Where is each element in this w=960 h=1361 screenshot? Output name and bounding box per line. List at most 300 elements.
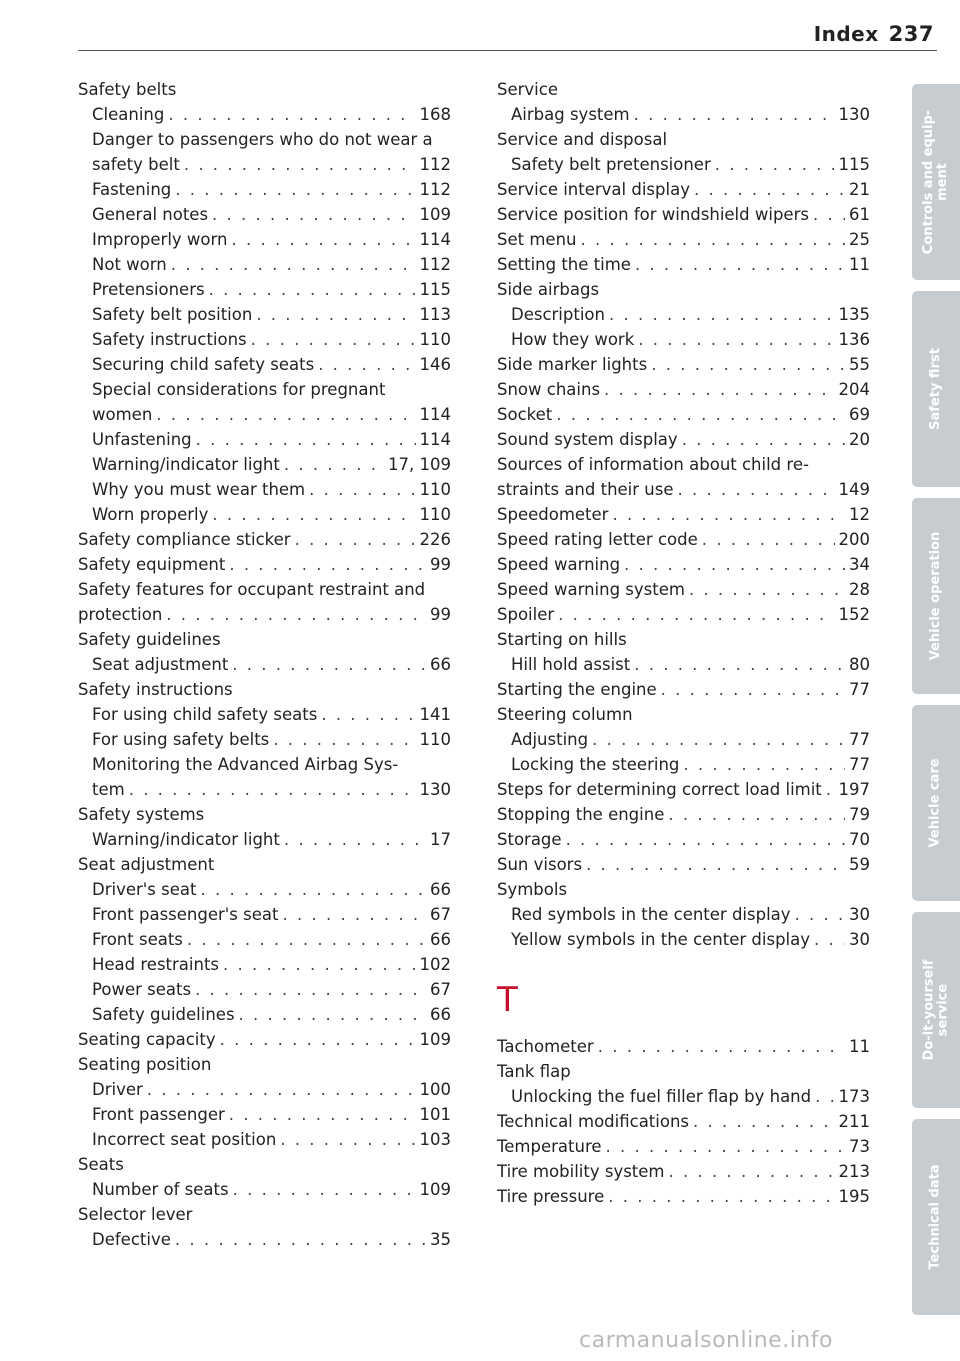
page-ref: 114 bbox=[419, 230, 451, 249]
entry-term: Spoiler bbox=[497, 605, 555, 624]
index-entry bbox=[78, 152, 451, 177]
index-entry bbox=[78, 327, 451, 352]
page-number: 237 bbox=[888, 22, 934, 46]
chapter-tab-label: Do-it-yourself service bbox=[921, 959, 951, 1061]
dot-leader bbox=[669, 1159, 835, 1184]
page-ref: 135 bbox=[838, 305, 870, 324]
index-entry bbox=[497, 427, 870, 452]
page-ref: 77 bbox=[849, 680, 870, 699]
entry-term: Speed warning system bbox=[497, 580, 685, 599]
dot-leader bbox=[678, 477, 835, 502]
page-ref: 113 bbox=[419, 305, 451, 324]
entry-term: Speed warning bbox=[497, 555, 621, 574]
dot-leader bbox=[638, 327, 834, 352]
page-ref: 149 bbox=[838, 480, 870, 499]
index-entry bbox=[497, 1159, 870, 1184]
page-ref: 136 bbox=[838, 330, 870, 349]
page-ref: 67 bbox=[430, 905, 451, 924]
dot-leader bbox=[661, 677, 845, 702]
index-entry bbox=[497, 602, 870, 627]
entry-term: Securing child safety seats bbox=[92, 355, 315, 374]
index-entry bbox=[497, 902, 870, 927]
dot-leader bbox=[187, 927, 426, 952]
index-entry bbox=[78, 927, 451, 952]
index-entry bbox=[78, 1127, 451, 1152]
index-column-left bbox=[78, 77, 451, 1252]
entry-term: Unlocking the fuel filler flap by hand bbox=[511, 1087, 812, 1106]
index-heading bbox=[78, 77, 451, 102]
entry-term: Side marker lights bbox=[497, 355, 648, 374]
index-entry bbox=[78, 702, 451, 727]
dot-leader bbox=[815, 1084, 834, 1109]
dot-leader bbox=[231, 227, 415, 252]
entry-term: Storage bbox=[497, 830, 562, 849]
entry-term: Safety systems bbox=[78, 805, 205, 824]
entry-term: Sound system display bbox=[497, 430, 678, 449]
index-heading bbox=[78, 1202, 451, 1227]
dot-leader bbox=[284, 827, 426, 852]
dot-leader bbox=[280, 1127, 415, 1152]
entry-term: safety belt bbox=[92, 155, 180, 174]
entry-term: Unfastening bbox=[92, 430, 192, 449]
dot-leader bbox=[608, 1184, 834, 1209]
index-entry bbox=[497, 577, 870, 602]
page-ref: 66 bbox=[430, 880, 451, 899]
index-entry bbox=[78, 102, 451, 127]
page-ref: 110 bbox=[419, 330, 451, 349]
dot-leader bbox=[273, 727, 415, 752]
index-heading bbox=[78, 752, 451, 777]
index-entry bbox=[78, 877, 451, 902]
dot-leader bbox=[220, 1027, 416, 1052]
index-group-t bbox=[497, 1034, 870, 1209]
entry-term: Starting the engine bbox=[497, 680, 657, 699]
entry-term: For using child safety seats bbox=[92, 705, 318, 724]
index-heading bbox=[78, 627, 451, 652]
page-ref: 66 bbox=[430, 655, 451, 674]
page-ref: 211 bbox=[838, 1112, 870, 1131]
entry-term: women bbox=[92, 405, 153, 424]
entry-term: Seats bbox=[78, 1155, 124, 1174]
entry-term: Service bbox=[497, 80, 558, 99]
entry-term: Speed rating letter code bbox=[497, 530, 698, 549]
entry-term: Setting the time bbox=[497, 255, 631, 274]
watermark: carmanualsonline.info bbox=[579, 1328, 833, 1353]
page-ref: 61 bbox=[849, 205, 870, 224]
index-entry bbox=[78, 902, 451, 927]
dot-leader bbox=[634, 102, 835, 127]
dot-leader bbox=[694, 177, 845, 202]
dot-leader bbox=[635, 252, 845, 277]
page-ref: 130 bbox=[838, 105, 870, 124]
dot-leader bbox=[229, 1102, 416, 1127]
page-ref: 195 bbox=[838, 1187, 870, 1206]
dot-leader bbox=[683, 752, 845, 777]
dot-leader bbox=[634, 652, 845, 677]
dot-leader bbox=[598, 1034, 845, 1059]
page-ref: 109 bbox=[419, 1180, 451, 1199]
dot-leader bbox=[175, 1227, 426, 1252]
entry-term: Tire pressure bbox=[497, 1187, 605, 1206]
page-ref: 109 bbox=[419, 1030, 451, 1049]
entry-term: Special considerations for pregnant bbox=[92, 380, 386, 399]
page-ref: 79 bbox=[849, 805, 870, 824]
entry-term: Adjusting bbox=[511, 730, 589, 749]
index-entry bbox=[78, 502, 451, 527]
dot-leader bbox=[715, 152, 835, 177]
index-heading bbox=[78, 852, 451, 877]
entry-term: Defective bbox=[92, 1230, 171, 1249]
dot-leader bbox=[624, 552, 845, 577]
entry-term: Steps for determining correct load limit bbox=[497, 780, 822, 799]
dot-leader bbox=[284, 452, 384, 477]
entry-term: Tire mobility system bbox=[497, 1162, 665, 1181]
entry-term: Power seats bbox=[92, 980, 192, 999]
index-entry bbox=[497, 177, 870, 202]
index-entry bbox=[497, 527, 870, 552]
page-ref: 99 bbox=[430, 555, 451, 574]
chapter-tab-label: Controls and equip- ment bbox=[921, 109, 950, 255]
index-entry bbox=[78, 977, 451, 1002]
entry-term: Not worn bbox=[92, 255, 167, 274]
index-heading bbox=[497, 127, 870, 152]
entry-term: Yellow symbols in the center display bbox=[511, 930, 810, 949]
page-ref: 109 bbox=[419, 205, 451, 224]
page-ref: 146 bbox=[419, 355, 451, 374]
entry-term: Safety belt position bbox=[92, 305, 253, 324]
chapter-tab-label: Vehicle care bbox=[928, 758, 943, 848]
index-entry bbox=[497, 227, 870, 252]
dot-leader bbox=[668, 802, 845, 827]
page-ref: 34 bbox=[849, 555, 870, 574]
chapter-tab-label: Technical data bbox=[928, 1164, 943, 1270]
dot-leader bbox=[229, 552, 426, 577]
page-ref: 112 bbox=[419, 180, 451, 199]
page-ref: 67 bbox=[430, 980, 451, 999]
page-ref: 77 bbox=[849, 755, 870, 774]
index-entry bbox=[78, 202, 451, 227]
dot-leader bbox=[295, 527, 416, 552]
index-heading bbox=[78, 127, 451, 152]
entry-term: Warning/indicator light bbox=[92, 455, 280, 474]
page-ref: 35 bbox=[430, 1230, 451, 1249]
entry-term: Why you must wear them bbox=[92, 480, 306, 499]
index-entry bbox=[78, 552, 451, 577]
entry-term: Description bbox=[511, 305, 605, 324]
entry-term: Snow chains bbox=[497, 380, 601, 399]
index-entry bbox=[78, 1102, 451, 1127]
dot-leader bbox=[232, 652, 426, 677]
dot-leader bbox=[689, 577, 845, 602]
entry-term: Seating capacity bbox=[78, 1030, 216, 1049]
page-ref: 173 bbox=[838, 1087, 870, 1106]
dot-leader bbox=[566, 827, 845, 852]
index-entry bbox=[497, 827, 870, 852]
page-ref: 168 bbox=[419, 105, 451, 124]
entry-term: Safety guidelines bbox=[78, 630, 221, 649]
page-ref: 112 bbox=[419, 155, 451, 174]
page-ref: 55 bbox=[849, 355, 870, 374]
chapter-tab[interactable] bbox=[912, 1119, 960, 1315]
section-title: Index bbox=[813, 22, 879, 46]
header-rule bbox=[78, 50, 937, 51]
page-ref: 112 bbox=[419, 255, 451, 274]
index-entry bbox=[497, 352, 870, 377]
index-entry bbox=[78, 252, 451, 277]
dot-leader bbox=[556, 402, 845, 427]
entry-term: Seating position bbox=[78, 1055, 212, 1074]
entry-term: Temperature bbox=[497, 1137, 602, 1156]
entry-term: Cleaning bbox=[92, 105, 165, 124]
index-heading bbox=[497, 277, 870, 302]
page-ref: 17 bbox=[430, 830, 451, 849]
entry-term: Service position for windshield wipers bbox=[497, 205, 809, 224]
entry-term: Seat adjustment bbox=[78, 855, 215, 874]
index-heading bbox=[78, 677, 451, 702]
index-entry bbox=[78, 727, 451, 752]
page-ref: 66 bbox=[430, 930, 451, 949]
index-entry bbox=[497, 752, 870, 777]
page-ref: 99 bbox=[430, 605, 451, 624]
dot-leader bbox=[795, 902, 845, 927]
index-entry bbox=[78, 427, 451, 452]
dot-leader bbox=[826, 777, 835, 802]
index-entry bbox=[497, 252, 870, 277]
page-ref: 25 bbox=[849, 230, 870, 249]
entry-term: Safety compliance sticker bbox=[78, 530, 291, 549]
entry-term: Incorrect seat position bbox=[92, 1130, 277, 1149]
dot-leader bbox=[693, 1109, 834, 1134]
entry-term: Technical modifications bbox=[497, 1112, 690, 1131]
page-ref: 30 bbox=[849, 905, 870, 924]
page-ref: 17, 109 bbox=[388, 455, 451, 474]
entry-term: Service interval display bbox=[497, 180, 690, 199]
page-ref: 110 bbox=[419, 505, 451, 524]
index-entry bbox=[78, 1002, 451, 1027]
dot-leader bbox=[309, 477, 415, 502]
index-entry bbox=[497, 302, 870, 327]
index-heading bbox=[78, 577, 451, 602]
dot-leader bbox=[592, 727, 845, 752]
index-entry bbox=[78, 402, 451, 427]
page-ref: 114 bbox=[419, 405, 451, 424]
index-entry bbox=[78, 1027, 451, 1052]
index-heading bbox=[497, 452, 870, 477]
page-ref: 114 bbox=[419, 430, 451, 449]
dot-leader bbox=[239, 1002, 426, 1027]
page-ref: 110 bbox=[419, 480, 451, 499]
page-header bbox=[814, 22, 934, 46]
entry-term: General notes bbox=[92, 205, 209, 224]
dot-leader bbox=[606, 1134, 845, 1159]
entry-term: Socket bbox=[497, 405, 553, 424]
dot-leader bbox=[282, 902, 426, 927]
entry-term: Service and disposal bbox=[497, 130, 668, 149]
entry-term: Selector lever bbox=[78, 1205, 193, 1224]
page-ref: 141 bbox=[419, 705, 451, 724]
page-ref: 80 bbox=[849, 655, 870, 674]
page-ref: 110 bbox=[419, 730, 451, 749]
chapter-tab[interactable] bbox=[912, 291, 960, 487]
index-entry bbox=[497, 552, 870, 577]
entry-term: Safety guidelines bbox=[92, 1005, 235, 1024]
chapter-tab[interactable] bbox=[912, 912, 960, 1108]
entry-term: Safety instructions bbox=[92, 330, 247, 349]
dot-leader bbox=[251, 327, 416, 352]
dot-leader bbox=[651, 352, 845, 377]
index-entry bbox=[497, 852, 870, 877]
entry-term: Front seats bbox=[92, 930, 183, 949]
entry-term: Side airbags bbox=[497, 280, 600, 299]
entry-term: Sources of information about child re- bbox=[497, 455, 809, 474]
dot-leader bbox=[195, 977, 426, 1002]
page-ref: 11 bbox=[849, 1037, 870, 1056]
entry-term: protection bbox=[78, 605, 163, 624]
index-entry bbox=[78, 277, 451, 302]
entry-term: Steering column bbox=[497, 705, 633, 724]
dot-leader bbox=[209, 277, 416, 302]
index-heading bbox=[78, 377, 451, 402]
dot-leader bbox=[156, 402, 415, 427]
page-ref: 21 bbox=[849, 180, 870, 199]
chapter-tab-label: Vehicle operation bbox=[928, 531, 944, 661]
entry-term: Driver's seat bbox=[92, 880, 197, 899]
index-heading bbox=[497, 627, 870, 652]
entry-term: Safety belts bbox=[78, 80, 177, 99]
entry-term: For using safety belts bbox=[92, 730, 270, 749]
page-ref: 73 bbox=[849, 1137, 870, 1156]
entry-term: Speedometer bbox=[497, 505, 609, 524]
entry-term: Number of seats bbox=[92, 1180, 229, 1199]
entry-term: Safety instructions bbox=[78, 680, 233, 699]
entry-term: Sun visors bbox=[497, 855, 583, 874]
dot-leader bbox=[321, 702, 415, 727]
page-ref: 100 bbox=[419, 1080, 451, 1099]
page-ref: 152 bbox=[838, 605, 870, 624]
dot-leader bbox=[814, 927, 845, 952]
chapter-tab-label: Safety first bbox=[928, 348, 944, 430]
dot-leader bbox=[129, 777, 416, 802]
page-ref: 204 bbox=[838, 380, 870, 399]
index-entry bbox=[497, 802, 870, 827]
entry-term: Improperly worn bbox=[92, 230, 228, 249]
index-entry bbox=[497, 152, 870, 177]
page-ref: 101 bbox=[419, 1105, 451, 1124]
entry-term: Set menu bbox=[497, 230, 577, 249]
entry-term: Tachometer bbox=[497, 1037, 594, 1056]
index-entry bbox=[497, 327, 870, 352]
index-entry bbox=[497, 1084, 870, 1109]
chapter-tab[interactable] bbox=[912, 498, 960, 694]
page-ref: 66 bbox=[430, 1005, 451, 1024]
dot-leader bbox=[175, 177, 415, 202]
dot-leader bbox=[168, 102, 415, 127]
index-entry bbox=[78, 602, 451, 627]
page-ref: 200 bbox=[838, 530, 870, 549]
chapter-tab[interactable] bbox=[912, 705, 960, 901]
index-entry bbox=[497, 727, 870, 752]
dot-leader bbox=[212, 202, 415, 227]
dot-leader bbox=[609, 302, 835, 327]
page-ref: 226 bbox=[419, 530, 451, 549]
dot-leader bbox=[223, 952, 415, 977]
index-entry bbox=[78, 652, 451, 677]
page-ref: 115 bbox=[419, 280, 451, 299]
dot-leader bbox=[612, 502, 845, 527]
entry-term: How they work bbox=[511, 330, 635, 349]
index-entry bbox=[497, 1184, 870, 1209]
entry-term: Locking the steering bbox=[511, 755, 680, 774]
dot-leader bbox=[558, 602, 834, 627]
entry-term: Red symbols in the center display bbox=[511, 905, 791, 924]
index-entry bbox=[497, 502, 870, 527]
page-ref: 197 bbox=[838, 780, 870, 799]
dot-leader bbox=[166, 602, 426, 627]
entry-term: Stopping the engine bbox=[497, 805, 665, 824]
entry-term: Worn properly bbox=[92, 505, 209, 524]
entry-term: Front passenger's seat bbox=[92, 905, 279, 924]
index-heading bbox=[78, 802, 451, 827]
index-letter-heading: T bbox=[497, 980, 518, 1020]
dot-leader bbox=[682, 427, 845, 452]
dot-leader bbox=[813, 202, 845, 227]
page-ref: 102 bbox=[419, 955, 451, 974]
index-entry bbox=[78, 952, 451, 977]
page-ref: 69 bbox=[849, 405, 870, 424]
entry-term: Monitoring the Advanced Airbag Sys- bbox=[92, 755, 399, 774]
entry-term: Warning/indicator light bbox=[92, 830, 280, 849]
entry-term: Hill hold assist bbox=[511, 655, 631, 674]
entry-term: straints and their use bbox=[497, 480, 674, 499]
index-entry bbox=[78, 777, 451, 802]
entry-term: Safety belt pretensioner bbox=[511, 155, 711, 174]
index-entry bbox=[497, 202, 870, 227]
page-ref: 28 bbox=[849, 580, 870, 599]
dot-leader bbox=[318, 352, 415, 377]
page-ref: 77 bbox=[849, 730, 870, 749]
index-entry bbox=[497, 402, 870, 427]
dot-leader bbox=[147, 1077, 416, 1102]
index-entry bbox=[78, 527, 451, 552]
index-entry bbox=[497, 477, 870, 502]
chapter-tab[interactable] bbox=[912, 84, 960, 280]
dot-leader bbox=[171, 252, 416, 277]
index-entry bbox=[497, 927, 870, 952]
index-entry bbox=[78, 452, 451, 477]
dot-leader bbox=[702, 527, 835, 552]
index-entry bbox=[78, 302, 451, 327]
index-heading bbox=[497, 77, 870, 102]
dot-leader bbox=[184, 152, 416, 177]
entry-term: Safety equipment bbox=[78, 555, 226, 574]
entry-term: Danger to passengers who do not wear a bbox=[92, 130, 433, 149]
index-entry bbox=[78, 827, 451, 852]
index-column-right bbox=[497, 77, 870, 1209]
dot-leader bbox=[580, 227, 845, 252]
index-entry bbox=[497, 677, 870, 702]
dot-leader bbox=[212, 502, 415, 527]
page-ref: 12 bbox=[849, 505, 870, 524]
index-entry bbox=[78, 227, 451, 252]
entry-term: Airbag system bbox=[511, 105, 630, 124]
index-entry bbox=[497, 1134, 870, 1159]
index-entry bbox=[78, 352, 451, 377]
index-entry bbox=[497, 1109, 870, 1134]
page-ref: 20 bbox=[849, 430, 870, 449]
index-group-s bbox=[497, 77, 870, 952]
page-ref: 70 bbox=[849, 830, 870, 849]
index-entry bbox=[78, 1077, 451, 1102]
